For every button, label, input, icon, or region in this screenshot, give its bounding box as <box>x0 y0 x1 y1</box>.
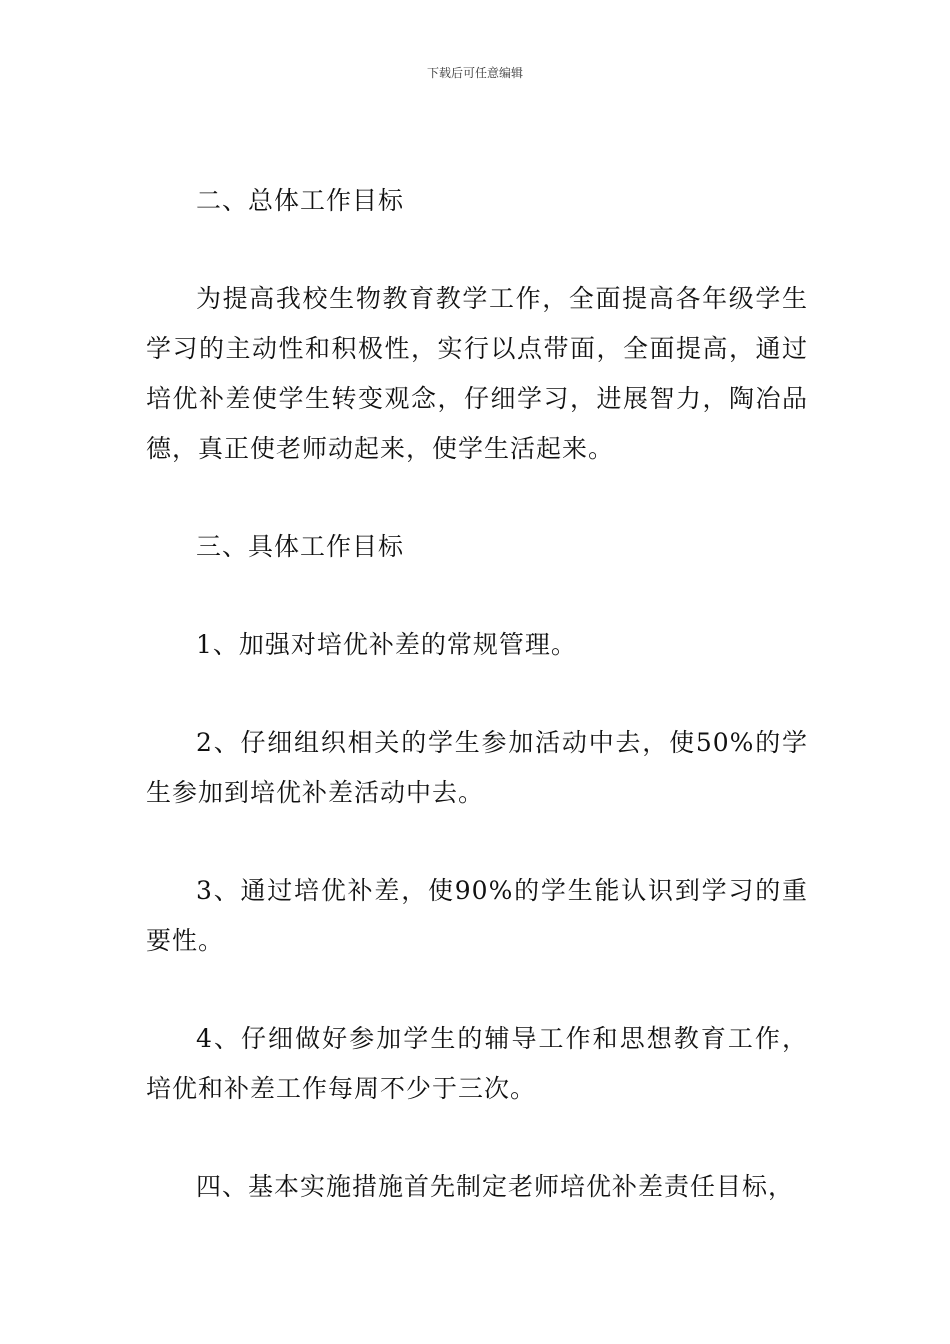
list-item: 3、通过培优补差，使90%的学生能认识到学习的重要性。 <box>146 876 808 955</box>
page-header: 下载后可任意编辑 <box>426 66 523 80</box>
list-item: 2、仔细组织相关的学生参加活动中去，使50%的学生参加到培优补差活动中去。 <box>146 728 808 807</box>
section-heading: 三、具体工作目标 <box>196 532 405 561</box>
section-heading: 二、总体工作目标 <box>196 186 405 215</box>
document-body <box>146 176 808 1260</box>
list-item: 1、加强对培优补差的常规管理。 <box>196 630 577 659</box>
section-heading: 四、基本实施措施首先制定老师培优补差责任目标， <box>196 1172 795 1201</box>
list-item: 4、仔细做好参加学生的辅导工作和思想教育工作，培优和补差工作每周不少于三次。 <box>146 1024 808 1103</box>
paragraph: 为提高我校生物教育教学工作，全面提高各年级学生学习的主动性和积极性，实行以点带面，全面提高，通过培优补差使学生转变观念，仔细学习，进展智力，陶冶品德，真正使老师动起来，使学生活起来。 <box>146 284 808 463</box>
